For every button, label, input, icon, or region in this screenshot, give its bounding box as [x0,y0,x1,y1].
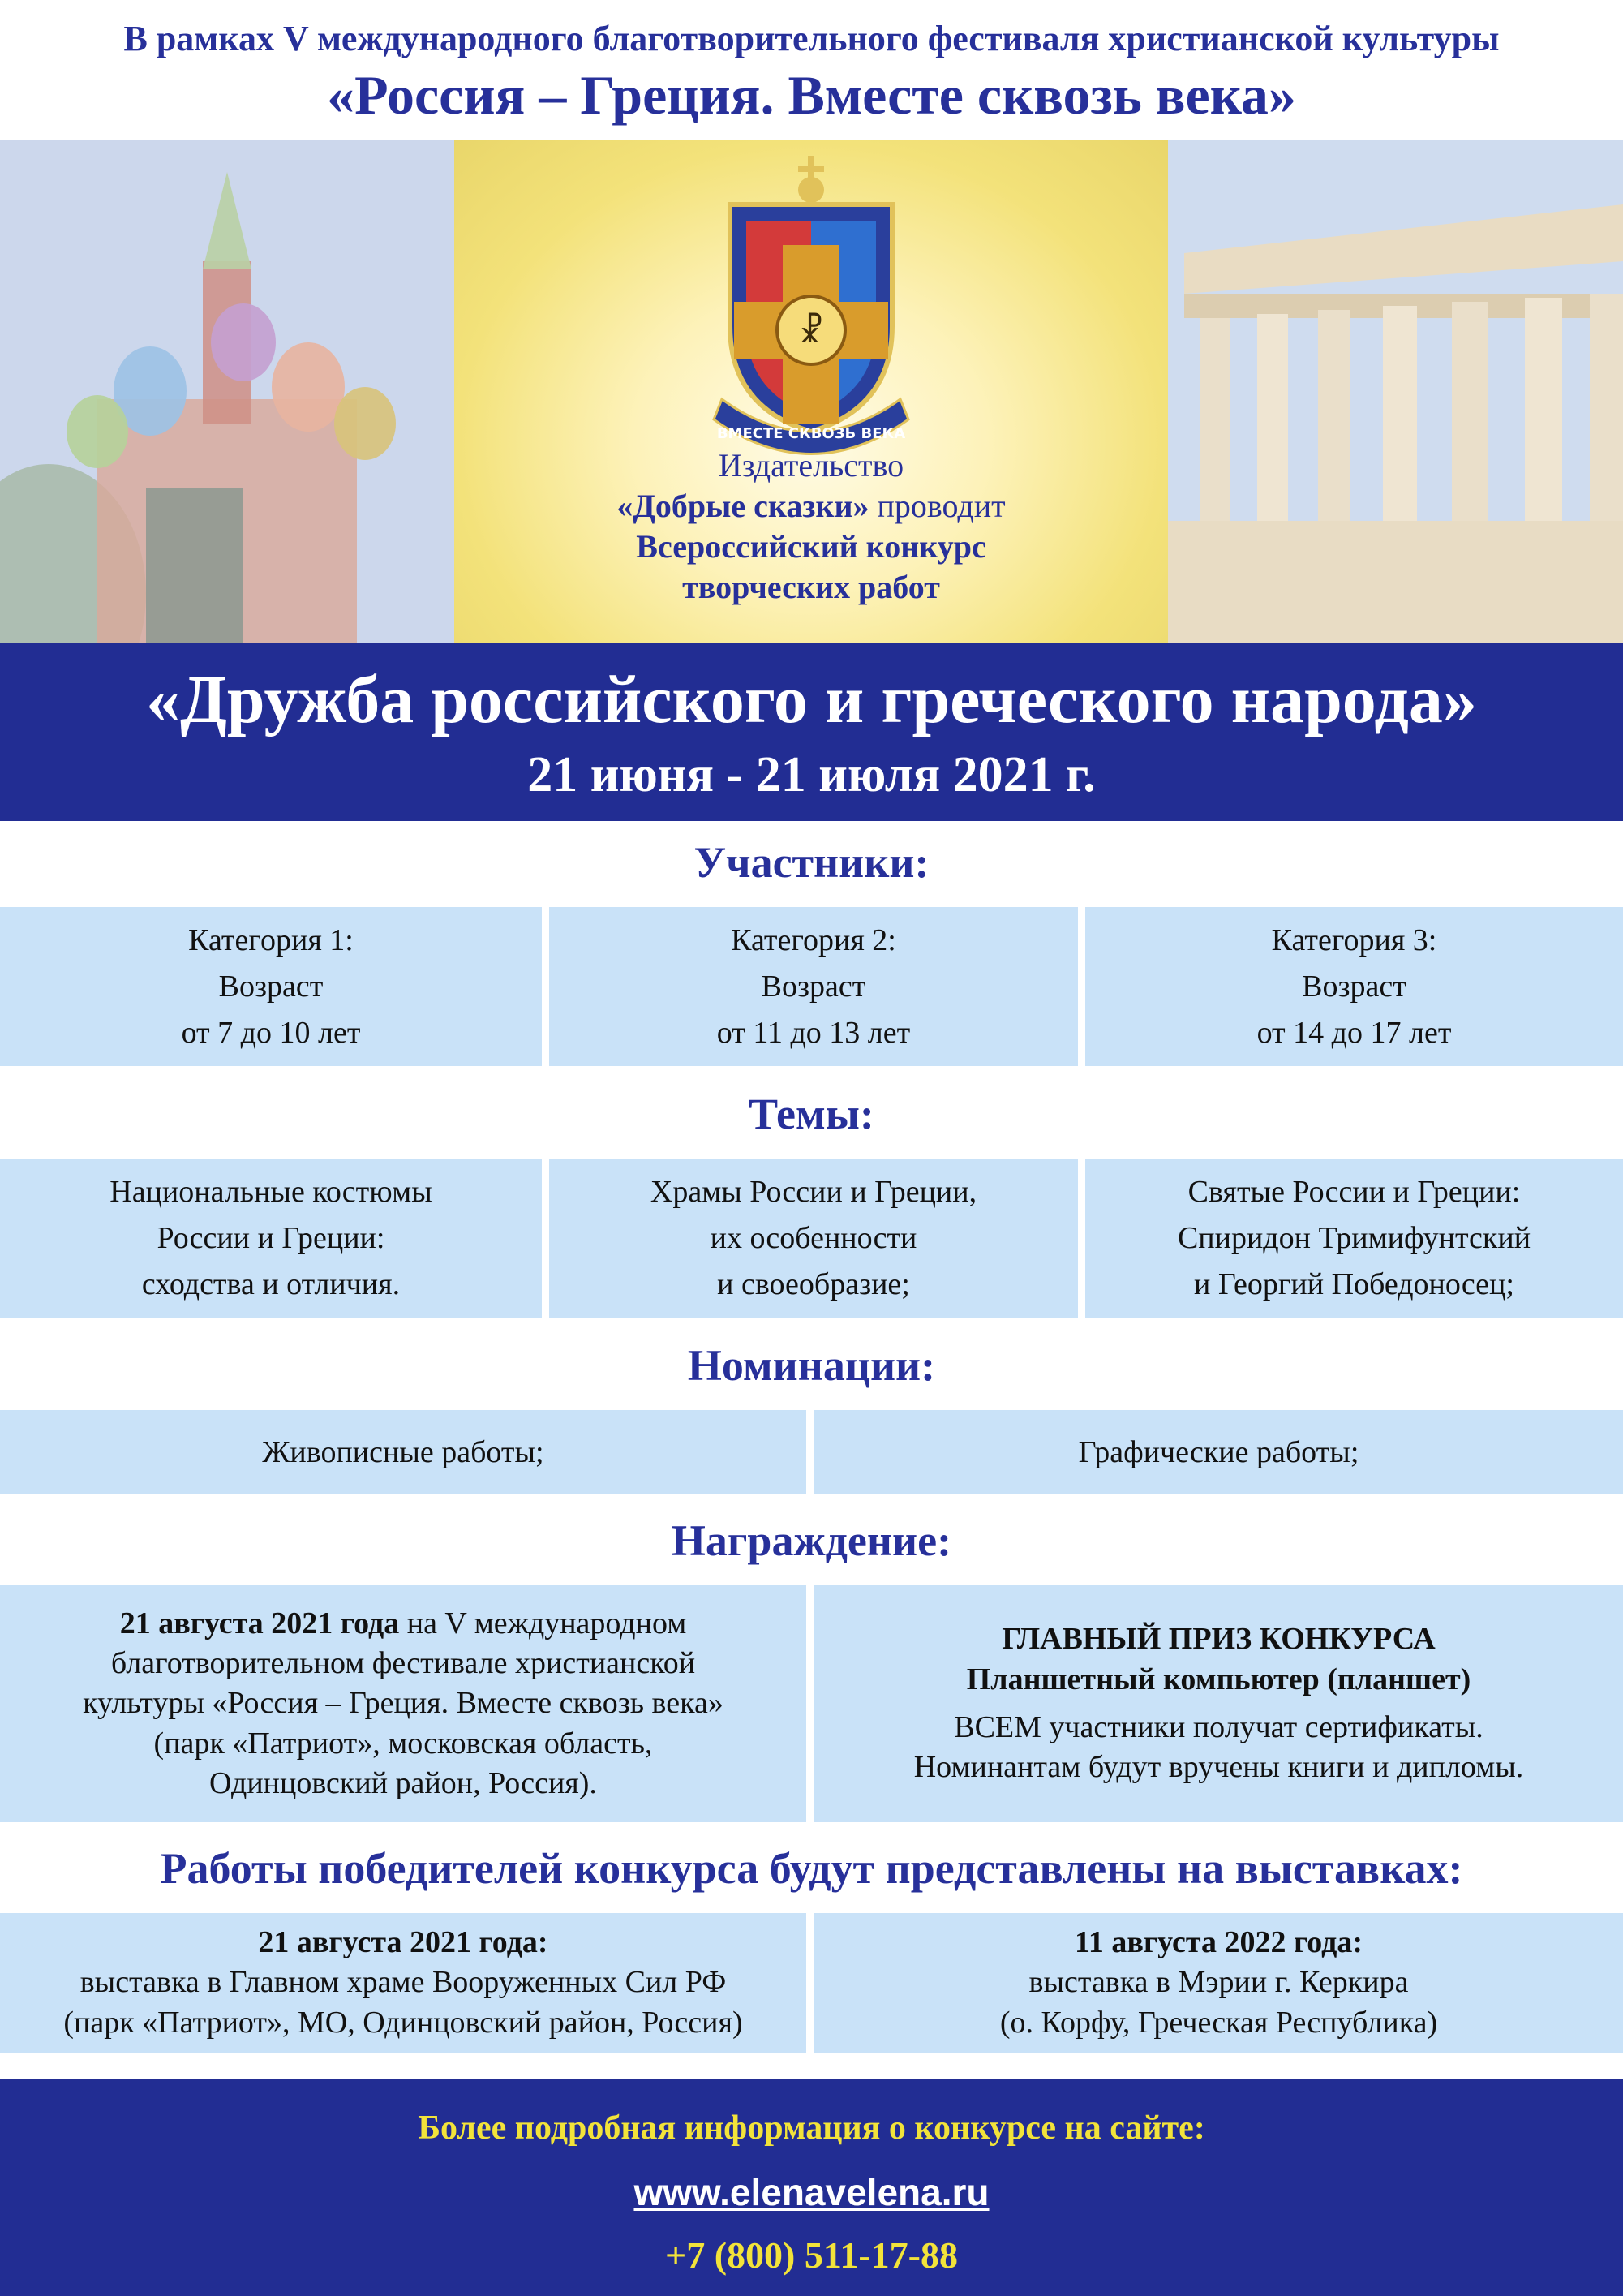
category-age-range: от 11 до 13 лет [716,1015,911,1050]
exhibition-place: выставка в Мэрии г. Керкира [1028,1965,1409,2000]
main-prize-title: ГЛАВНЫЙ ПРИЗ КОНКУРСА [1002,1622,1436,1657]
theme-line: и Георгий Победоносец; [1194,1266,1514,1301]
logo-panel [454,140,1168,643]
category-1-cell [0,907,542,1066]
nomination-painting-cell [0,1410,806,1494]
festival-line: В рамках V международного благотворительного фестиваля христианской культуры [123,19,1500,58]
more-info-label: Более подробная информация о конкурсе на сайте: [418,2109,1205,2147]
publisher-action: проводит [869,488,1006,524]
publisher-name: «Добрые сказки» [616,488,869,524]
theme-line: Храмы России и Греции, [650,1174,977,1209]
footer [0,2079,1623,2296]
cathedral-illustration [0,140,454,643]
banner [0,140,1623,643]
category-label: Категория 2: [731,922,896,957]
parthenon-illustration [1168,140,1623,643]
theme-line: их особенности [710,1220,917,1255]
participants-heading: Участники: [693,838,930,887]
exhibition-corfu-cell [814,1913,1623,2053]
main-prize-item: Планшетный компьютер (планшет) [966,1662,1471,1696]
nomination-label: Живописные работы; [262,1434,544,1469]
phone-number[interactable]: +7 (800) 511-17-88 [665,2234,958,2276]
theme-1-cell [0,1159,542,1318]
svg-text:☧: ☧ [798,313,824,350]
award-ceremony-cell [0,1585,806,1822]
theme-line: и своеобразие; [717,1266,910,1301]
publisher-label: Издательство [718,447,904,484]
exhibition-place: выставка в Главном храме Вооруженных Сил РФ [79,1965,727,2000]
category-age-label: Возраст [218,969,324,1004]
theme-line: Святые России и Греции: [1187,1174,1521,1209]
themes-heading: Темы: [749,1090,874,1138]
svg-text:ВМЕСТЕ СКВОЗЬ ВЕКА: ВМЕСТЕ СКВОЗЬ ВЕКА [716,425,906,442]
nomination-label: Графические работы; [1078,1434,1359,1469]
exhibition-address: (о. Корфу, Греческая Республика) [999,2005,1438,2040]
category-age-range: от 7 до 10 лет [181,1015,361,1050]
award-line: благотворительном фестивале христианской [110,1645,696,1680]
category-label: Категория 3: [1271,922,1437,957]
certificates-note: ВСЕМ участники получат сертификаты. [954,1710,1483,1744]
exhibition-date: 21 августа 2021 года: [258,1924,548,1959]
exhibitions-heading: Работы победителей конкурса будут представлены на выставках: [160,1844,1463,1893]
contest-line1: Всероссийский конкурс [636,528,986,565]
website-link[interactable]: www.elenavelena.ru [633,2171,990,2213]
contest-title-band [0,643,1623,821]
exhibition-patriot-cell [0,1913,806,2053]
contest-dates: 21 июня - 21 июля 2021 г. [527,747,1096,802]
award-venue: на V международном [399,1606,687,1640]
award-date: 21 августа 2021 года [119,1606,400,1640]
festival-emblem [454,140,1168,643]
theme-3-cell [1085,1159,1623,1318]
award-line: (парк «Патриот», московская область, [153,1726,653,1761]
theme-line: сходства и отличия. [141,1266,401,1301]
nominations-heading: Номинации: [687,1341,936,1390]
award-line [120,1604,687,1644]
category-2-cell [549,907,1078,1066]
contest-line2: творческих работ [682,569,940,605]
category-label: Категория 1: [188,922,354,957]
publisher-line [454,487,1168,525]
contest-title: «Дружба российского и греческого народа» [146,662,1477,737]
theme-line: России и Греции: [157,1220,385,1255]
nomination-graphic-cell [814,1410,1623,1494]
theme-2-cell [549,1159,1078,1318]
category-age-label: Возраст [1302,969,1406,1004]
theme-line: Национальные костюмы [109,1174,432,1209]
diplomas-note: Номинантам будут вручены книги и дипломы. [913,1750,1524,1785]
awards-heading: Награждение: [671,1516,952,1565]
exhibition-date: 11 августа 2022 года: [1074,1924,1363,1959]
theme-line: Спиридон Тримифунтский [1177,1220,1531,1255]
festival-title: «Россия – Греция. Вместе сквозь века» [327,64,1296,126]
parthenon-image [1168,140,1623,643]
award-line: Одинцовский район, Россия). [209,1766,597,1801]
header [0,0,1623,140]
category-age-range: от 14 до 17 лет [1256,1015,1452,1050]
category-3-cell [1085,907,1623,1066]
main-prize-cell [814,1585,1623,1822]
award-line: культуры «Россия – Греция. Вместе сквозь века» [83,1686,723,1721]
moscow-cathedral-image [0,140,454,643]
category-age-label: Возраст [761,969,866,1004]
exhibition-address: (парк «Патриот», МО, Одинцовский район, Россия) [63,2005,743,2040]
